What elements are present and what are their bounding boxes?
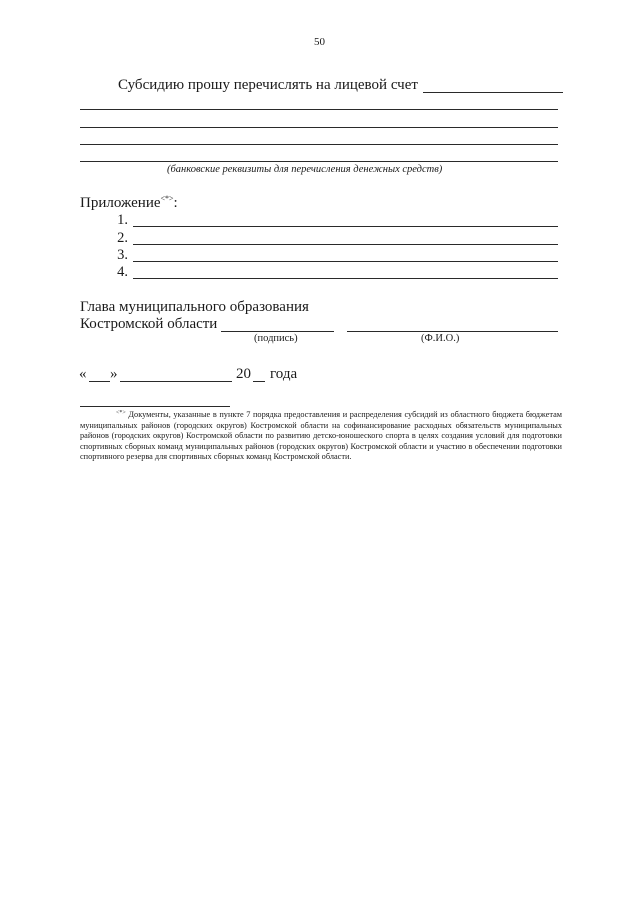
footnote: [80, 408, 562, 463]
signatory-title: Глава муниципального образования: [80, 299, 309, 315]
attachment-item-line-2[interactable]: [133, 244, 558, 245]
attachment-item-number: 2.: [117, 230, 128, 246]
attachment-item-line-3[interactable]: [133, 261, 558, 262]
account-number-line[interactable]: [423, 92, 563, 93]
bank-details-caption: (банковские реквизиты для перечисления денежных средств): [167, 164, 443, 175]
footnote-text: Документы, указанные в пункте 7 порядка предоставления и распределения субсидий из областного бюджета бюджетам муниципальных районов (городских округов) Костромской области на софинансирование расходных обязательств муниципальных районов (городских округов) Костромской области по развитию детско-юношеского спорта в целях создания условий для подготовки спортивных сборных команд муниципальных районов (городских округов) Костромской области и участию в обеспечении подготовки спортивного резерва для спортивных сборных команд Костромской области.: [80, 410, 562, 462]
signature-line[interactable]: [221, 331, 334, 332]
bank-details-line-1[interactable]: [80, 109, 558, 110]
bank-details-line-2[interactable]: [80, 127, 558, 128]
subsidy-request-text: Субсидию прошу перечислять на лицевой счет: [118, 77, 418, 93]
date-year-suffix: года: [270, 366, 298, 382]
attachment-item-number: 4.: [117, 264, 128, 280]
date-year-line[interactable]: [253, 381, 265, 382]
attachment-footnote-marker: <*>: [160, 194, 174, 203]
signature-caption: (подпись): [254, 333, 298, 344]
date-year-prefix: 20: [236, 366, 251, 382]
date-month-line[interactable]: [120, 381, 232, 382]
date-close-quote: »: [110, 366, 118, 382]
attachment-item-line-4[interactable]: [133, 278, 558, 279]
attachment-label: Приложение: [80, 195, 161, 211]
attachment-item-line-1[interactable]: [133, 226, 558, 227]
attachment-heading: [80, 194, 178, 212]
footnote-separator: [80, 406, 230, 407]
footnote-marker: <*>: [116, 410, 126, 416]
date-open-quote: «: [79, 366, 87, 382]
attachment-item-number: 3.: [117, 247, 128, 263]
bank-details-line-4[interactable]: [80, 161, 558, 162]
date-day-line[interactable]: [89, 381, 110, 382]
signatory-region: Костромской области: [80, 316, 218, 332]
full-name-caption: (Ф.И.О.): [421, 333, 460, 344]
attachment-colon: :: [173, 195, 178, 211]
full-name-line[interactable]: [347, 331, 558, 332]
page-number: 50: [314, 36, 325, 48]
attachment-item-number: 1.: [117, 212, 128, 228]
bank-details-line-3[interactable]: [80, 144, 558, 145]
